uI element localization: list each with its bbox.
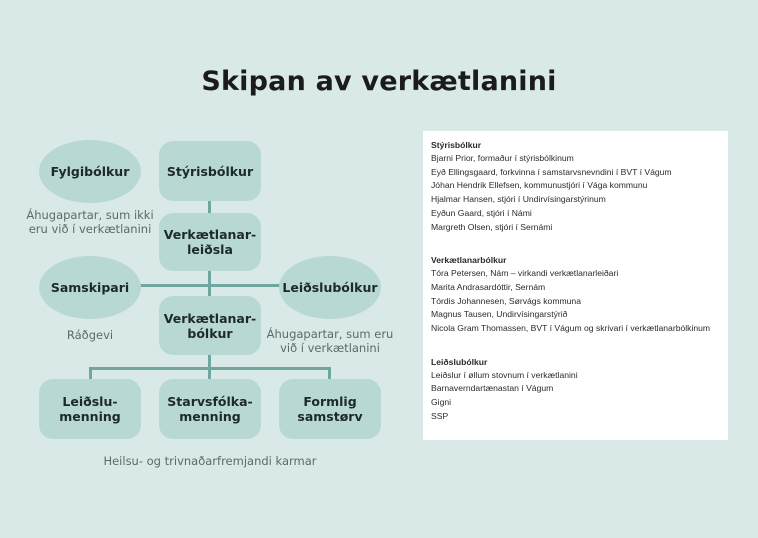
panel-group-title: Verkætlanarbólkur [431,255,507,266]
connector-horizontal-middle [130,284,290,287]
panel-group-item: Margreth Olsen, stjóri í Sernámi [431,221,553,232]
page-title: Skipan av verkætlanini [201,66,557,97]
connector-center-drop [208,367,211,379]
panel-group [431,355,720,424]
panel-group-item: SSP [431,410,449,421]
node-verkaetlanarleidsla: Verkætlanar- leiðsla [159,213,261,271]
panel-group-item: Marita Andrasardóttir, Sernám [431,281,546,292]
connector-left-drop [89,367,92,379]
node-fylgibolkur: Fylgibólkur [39,140,141,203]
panel-group-item: Hjalmar Hansen, stjóri í Undirvísingarstýrinum [431,194,606,205]
panel-group-title: Leiðslubólkur [431,356,488,367]
node-starvsfolkamenning: Starvsfólka- menning [159,379,261,439]
caption-samskipari: Ráðgevi [66,328,114,342]
membership-panel [423,131,728,440]
panel-group-item: Barnaverndartænastan í Vágum [431,383,554,394]
caption-fylgibolkur: Áhugapartar, sum ikki eru við í verkætlanini [26,208,154,236]
panel-group-item: Eyð Ellingsgaard, forkvinna í samstarvsnevndini í BVT í Vágum [431,166,672,177]
panel-group-item: Tórdis Johannesen, Sørvágs kommuna [431,295,581,306]
panel-group-item: Bjarni Prior, formaður í stýrisbólkinum [431,153,574,163]
panel-group-item: Jóhan Hendrik Ellefsen, kommunustjóri í Vága kommunu [431,180,648,191]
panel-group-item: Nicola Gram Thomassen, BVT í Vágum og skrivari í verkætlanarbólkinum [431,323,711,334]
node-leidslumenning: Leiðslu- menning [39,379,141,439]
node-verkaetlanarbolkur: Verkætlanar- bólkur [159,296,261,355]
panel-group-item: Gigni [431,397,452,408]
connector-leidsla-bolkur [208,270,211,296]
node-leidslubolkur: Leiðslubólkur [279,256,381,319]
node-styrisbolkur: Stýrisbólkur [159,141,261,201]
connector-styris-leidsla [208,201,211,213]
panel-group-item: Magnus Tausen, Undirvísingarstýrið [431,309,568,320]
caption-bottom: Heilsu- og trivnaðarfremjandi karmar [103,454,317,468]
panel-group [431,138,720,234]
connector-right-drop [328,367,331,379]
panel-group-item: Tóra Petersen, Nám – virkandi verkætlanarleiðari [431,268,619,279]
panel-group-item: Eyðun Gaard, stjóri í Námi [431,207,532,218]
panel-group-title: Stýrisbólkur [431,140,482,150]
caption-leidslubolkur: Áhugapartar, sum eru við í verkætlanini [266,327,394,355]
panel-group-item: Leiðslur í øllum stovnum í verkætlanini [431,369,578,380]
node-formligsamstorv: Formlig samstørv [279,379,381,439]
panel-group [431,253,720,336]
node-samskipari: Samskipari [39,256,141,319]
